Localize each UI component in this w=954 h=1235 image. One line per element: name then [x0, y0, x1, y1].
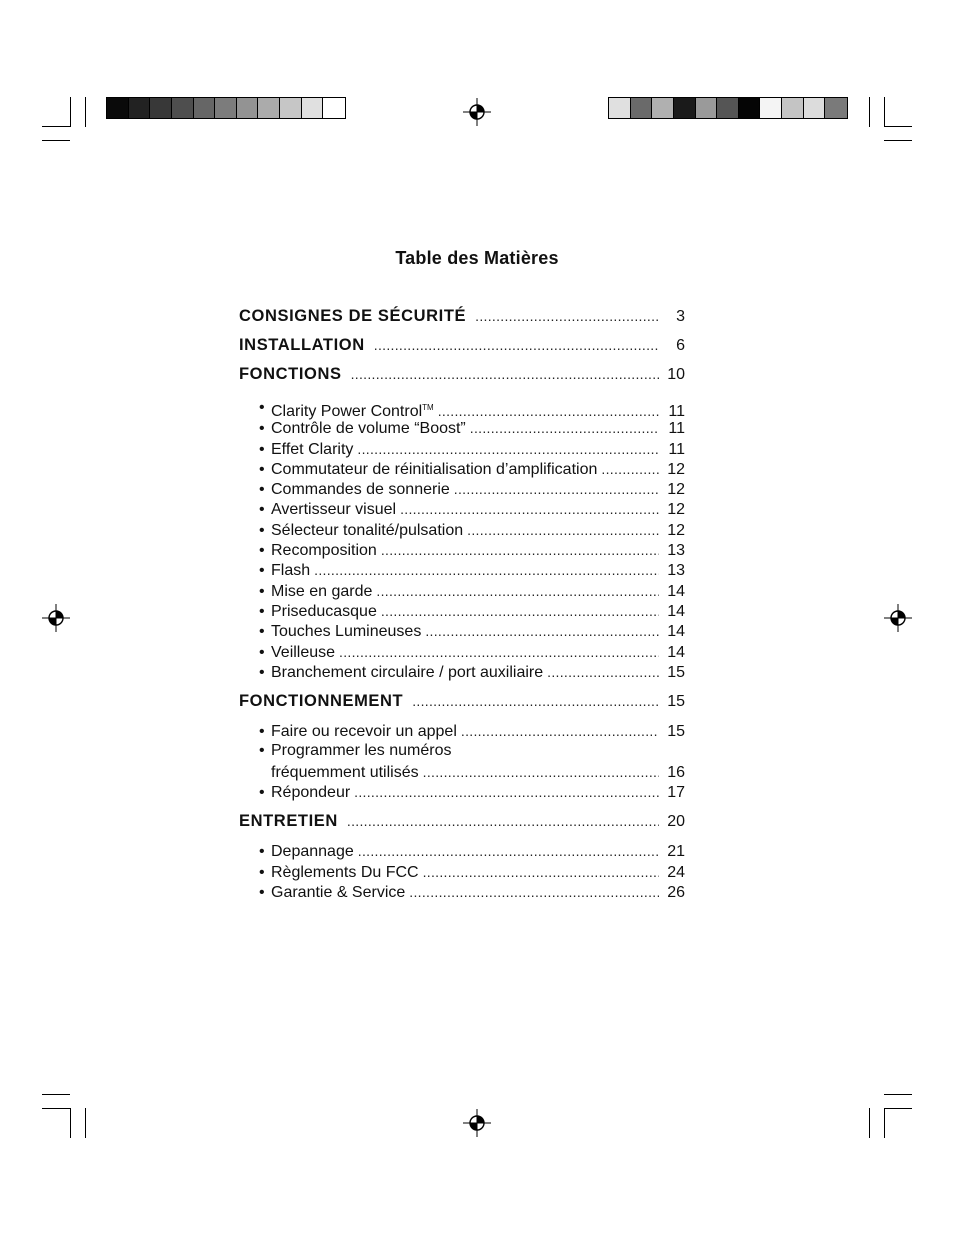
- toc-page-number: 14: [667, 623, 685, 641]
- color-swatch: [129, 98, 151, 118]
- bullet-icon: •: [259, 521, 265, 539]
- dot-leader: [339, 642, 659, 663]
- registration-mark-right-icon: [884, 604, 912, 632]
- toc-page-number: 15: [667, 693, 685, 711]
- dot-leader: [409, 882, 659, 903]
- bullet-icon: •: [259, 582, 265, 600]
- color-swatch: [150, 98, 172, 118]
- color-bar-left: [106, 97, 346, 119]
- color-swatch: [674, 98, 696, 118]
- toc-page-number: 13: [667, 542, 685, 560]
- toc-item-label: Recomposition: [271, 542, 377, 560]
- toc-item[interactable]: [239, 621, 685, 641]
- toc-fonctionnement-items: [239, 721, 685, 802]
- toc-page-number: 11: [668, 403, 685, 420]
- dot-leader: [354, 782, 659, 803]
- color-swatch: [107, 98, 129, 118]
- toc-item-label-continued: fréquemment utilisés: [271, 763, 419, 781]
- toc-item[interactable]: [239, 459, 685, 479]
- dot-leader: [381, 540, 659, 561]
- toc-page-number: 15: [667, 663, 685, 681]
- toc-item-label: Flash: [271, 562, 311, 580]
- toc-item-label: Règlements Du FCC: [271, 863, 419, 881]
- toc-page-number: 11: [668, 420, 685, 438]
- toc-item[interactable]: [239, 882, 685, 902]
- toc-item-label: Depannage: [271, 843, 354, 861]
- dot-leader: [423, 862, 659, 883]
- toc-section-label: FONCTIONS: [239, 365, 342, 383]
- toc-page-number: 14: [667, 643, 685, 661]
- bullet-icon: •: [259, 420, 265, 438]
- dot-leader: [358, 841, 659, 862]
- dot-leader: [454, 479, 659, 500]
- toc-item-label: Clarity Power Control: [271, 403, 423, 420]
- color-swatch: [258, 98, 280, 118]
- toc-item-label: Contrôle de volume “Boost”: [271, 420, 466, 438]
- dot-leader: [423, 762, 659, 783]
- dot-leader: [461, 721, 659, 742]
- toc-page-number: 21: [667, 843, 685, 861]
- toc-item[interactable]: [239, 642, 685, 662]
- toc-section-label: FONCTIONNEMENT: [239, 692, 404, 711]
- toc-page-number: 17: [667, 784, 685, 802]
- toc-item-label: Touches Lumineuses: [271, 623, 422, 641]
- color-swatch: [760, 98, 782, 118]
- color-swatch: [739, 98, 761, 118]
- toc-item[interactable]: [239, 439, 685, 459]
- color-swatch: [237, 98, 259, 118]
- color-swatch: [609, 98, 631, 118]
- toc-item[interactable]: [239, 662, 685, 682]
- toc-section-installation[interactable]: [239, 331, 685, 360]
- toc-item-label: Priseducasque: [271, 602, 377, 620]
- toc-section-label: CONSIGNES DE SÉCURITÉ: [239, 307, 467, 325]
- toc-page-number: 26: [667, 883, 685, 901]
- bullet-icon: •: [259, 501, 265, 519]
- dot-leader: [351, 360, 659, 389]
- dot-leader: [374, 331, 659, 360]
- color-swatch: [717, 98, 739, 118]
- color-bar-right: [608, 97, 848, 119]
- color-swatch: [782, 98, 804, 118]
- toc-item[interactable]: [239, 581, 685, 601]
- dot-leader: [467, 520, 659, 541]
- toc-page-number: 10: [667, 366, 685, 383]
- bullet-icon: •: [259, 863, 265, 881]
- registration-mark-left-icon: [42, 604, 70, 632]
- color-swatch: [825, 98, 847, 118]
- bullet-icon: •: [259, 623, 265, 641]
- color-swatch: [302, 98, 324, 118]
- toc-page-number: 3: [676, 308, 685, 325]
- toc-item-label: Mise en garde: [271, 582, 373, 600]
- toc-item-label: Commandes de sonnerie: [271, 481, 450, 499]
- toc-item[interactable]: [239, 398, 685, 418]
- toc-item-label: Répondeur: [271, 784, 351, 802]
- color-swatch: [696, 98, 718, 118]
- toc-item[interactable]: [239, 841, 685, 861]
- toc-page-number: 12: [667, 481, 685, 499]
- table-of-contents: [239, 302, 685, 902]
- bullet-icon: •: [259, 883, 265, 901]
- toc-page-number: 12: [667, 501, 685, 519]
- toc-item[interactable]: [239, 862, 685, 882]
- page-title: Table des Matières: [395, 248, 559, 268]
- trademark-symbol: TM: [422, 403, 434, 412]
- bullet-icon: •: [259, 602, 265, 620]
- toc-page-number: 15: [667, 723, 685, 741]
- toc-item-label: Garantie & Service: [271, 883, 406, 901]
- toc-page-number: 24: [667, 863, 685, 881]
- toc-page-number: 20: [667, 813, 685, 831]
- toc-item-label: Branchement circulaire / port auxiliaire: [271, 663, 544, 681]
- toc-item[interactable]: [239, 601, 685, 621]
- toc-item-label: Avertisseur visuel: [271, 501, 397, 519]
- toc-item-continued[interactable]: [239, 762, 685, 782]
- bullet-icon: •: [259, 742, 265, 760]
- color-swatch: [172, 98, 194, 118]
- toc-item-label: Veilleuse: [271, 643, 336, 661]
- bullet-icon: •: [259, 460, 265, 478]
- toc-section-label: ENTRETIEN: [239, 812, 338, 831]
- dot-leader: [347, 807, 659, 836]
- color-swatch: [804, 98, 826, 118]
- toc-page-number: 11: [668, 440, 685, 458]
- toc-item[interactable]: [239, 540, 685, 560]
- dot-leader: [547, 662, 659, 683]
- toc-item[interactable]: [239, 479, 685, 499]
- color-swatch: [631, 98, 653, 118]
- toc-item-label: Faire ou recevoir un appel: [271, 723, 457, 741]
- dot-leader: [425, 621, 659, 642]
- color-swatch: [215, 98, 237, 118]
- toc-page-number: 16: [667, 763, 685, 781]
- toc-item-label: Commutateur de réinitialisation d’amplification: [271, 460, 598, 478]
- dot-leader: [412, 687, 659, 716]
- toc-item-label: Programmer les numéros: [271, 742, 452, 760]
- toc-item[interactable]: [239, 721, 685, 741]
- dot-leader: [381, 601, 659, 622]
- bullet-icon: •: [259, 723, 265, 741]
- bullet-icon: •: [259, 399, 265, 416]
- toc-item[interactable]: [239, 499, 685, 519]
- registration-mark-bottom-icon: [463, 1109, 491, 1137]
- bullet-icon: •: [259, 440, 265, 458]
- bullet-icon: •: [259, 481, 265, 499]
- toc-item[interactable]: [239, 560, 685, 580]
- registration-mark-top-icon: [463, 98, 491, 126]
- bullet-icon: •: [259, 663, 265, 681]
- toc-item[interactable]: [239, 418, 685, 438]
- color-swatch: [194, 98, 216, 118]
- toc-section-consignes[interactable]: [239, 302, 685, 331]
- dot-leader: [475, 302, 659, 331]
- toc-page-number: 14: [667, 602, 685, 620]
- color-swatch: [652, 98, 674, 118]
- bullet-icon: •: [259, 542, 265, 560]
- dot-leader: [400, 499, 659, 520]
- toc-item[interactable]: [239, 520, 685, 540]
- toc-page-number: 12: [667, 521, 685, 539]
- dot-leader: [470, 418, 659, 439]
- bullet-icon: •: [259, 784, 265, 802]
- toc-page-number: 14: [667, 582, 685, 600]
- toc-section-fonctions[interactable]: [239, 360, 685, 389]
- color-swatch: [323, 98, 345, 118]
- toc-item[interactable]: [239, 741, 685, 761]
- toc-item[interactable]: [239, 782, 685, 802]
- bullet-icon: •: [259, 562, 265, 580]
- toc-item-label: Sélecteur tonalité/pulsation: [271, 521, 464, 539]
- bullet-icon: •: [259, 643, 265, 661]
- toc-section-entretien[interactable]: [239, 807, 685, 836]
- toc-item-label: Effet Clarity: [271, 440, 354, 458]
- color-swatch: [280, 98, 302, 118]
- toc-page-number: 13: [667, 562, 685, 580]
- toc-entretien-items: [239, 841, 685, 902]
- toc-page-number: 12: [667, 460, 685, 478]
- dot-leader: [376, 581, 659, 602]
- toc-fonctions-items: [239, 398, 685, 682]
- dot-leader: [601, 459, 659, 480]
- bullet-icon: •: [259, 843, 265, 861]
- toc-page-number: 6: [676, 337, 685, 354]
- toc-section-label: INSTALLATION: [239, 336, 365, 354]
- dot-leader: [357, 439, 659, 460]
- toc-section-fonctionnement[interactable]: [239, 687, 685, 716]
- dot-leader: [314, 560, 659, 581]
